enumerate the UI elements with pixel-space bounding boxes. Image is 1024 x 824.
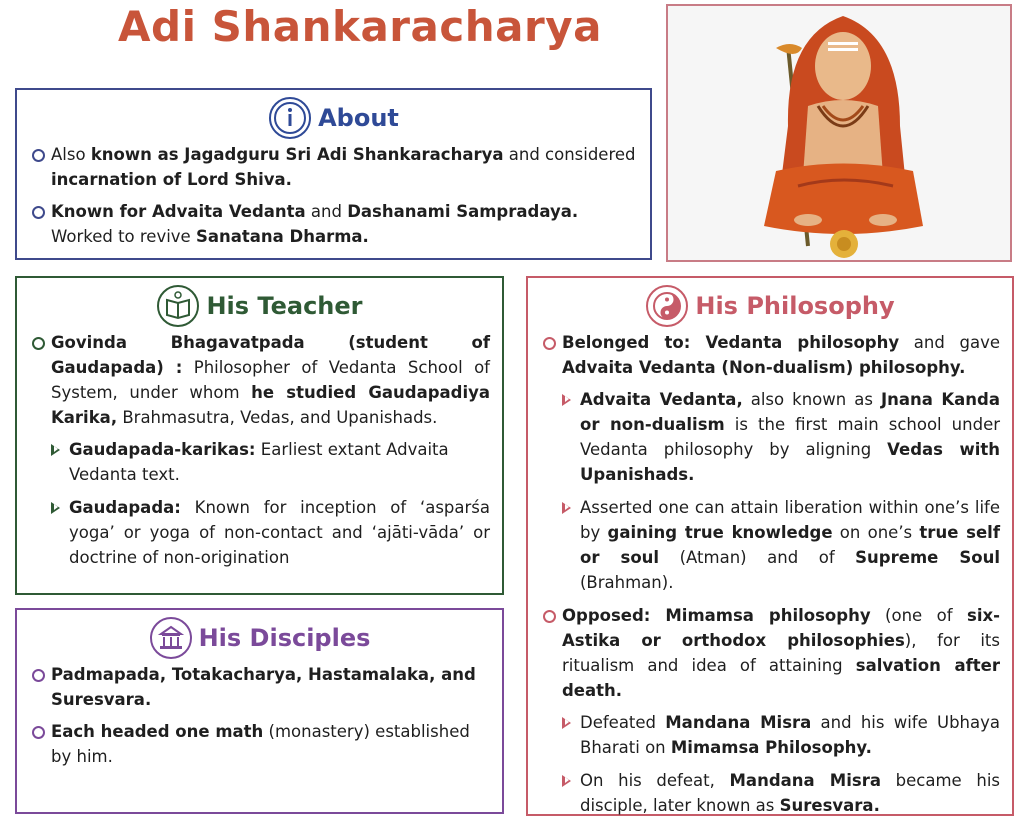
disciples-heading: His Disciples (198, 624, 371, 652)
text: on one’s (832, 523, 920, 542)
info-icon (268, 96, 312, 140)
bold-text: he studied Gaudapadiya Karika, (51, 383, 490, 427)
philosophy-section (526, 276, 1014, 816)
teacher-header (17, 282, 502, 330)
bold-text: incarnation of Lord Shiva. (51, 170, 292, 189)
text: Brahmasutra, Vedas, and Upanishads. (117, 408, 438, 427)
text: On his defeat, (580, 771, 730, 790)
about-heading: About (318, 104, 399, 132)
temple-icon (149, 616, 193, 660)
yin-yang-icon (645, 284, 689, 328)
disciples-header (17, 614, 502, 662)
bold-text: Opposed: Mimamsa philosophy (562, 606, 871, 625)
disciples-section (15, 608, 504, 814)
bold-text: Govinda Bhagavatpada (student of Gaudapada) : (51, 333, 490, 377)
bold-text: Dashanami Sampradaya. (347, 202, 579, 221)
about-item (31, 142, 638, 192)
bold-text: salvation after death. (562, 656, 1001, 700)
bold-text: Sanatana Dharma. (195, 227, 369, 246)
bold-text: Advaita Vedanta (Non-dualism) philosophy. (562, 358, 966, 377)
teacher-section (15, 276, 504, 595)
philosophy-sub-item (562, 387, 1000, 487)
text: and considered (503, 145, 636, 164)
text: (Atman) and of (659, 548, 856, 567)
bold-text: known as Jagadguru Sri Adi Shankaracharya (90, 145, 504, 164)
bold-text: Each headed one math (51, 722, 264, 741)
about-header (17, 94, 650, 142)
bold-text: Padmapada, Totakacharya, Hastamalaka, and Suresvara. (51, 665, 476, 709)
bold-text: Gaudapada: (69, 498, 181, 517)
bold-text: Vedas with Upanishads. (580, 440, 1000, 484)
text: and gave (899, 333, 1000, 352)
bold-text: true self or soul (580, 523, 1000, 567)
portrait-illustration (668, 6, 1012, 262)
bold-text: Supreme Soul (855, 548, 1000, 567)
philosophy-header (528, 282, 1012, 330)
text: Asserted one can attain liberation within one’s life by (580, 498, 1000, 542)
text: Known for inception of ‘asparśa yoga’ or yoga of non-contact and ‘ajāti-vāda’ or doctrine of non-origination (69, 498, 490, 567)
text: Earliest extant Advaita Vedanta text. (69, 440, 449, 484)
philosophy-main-item (542, 603, 1000, 703)
text: and (305, 202, 348, 221)
about-section (15, 88, 652, 260)
bold-text: Advaita Vedanta, (580, 390, 743, 409)
bold-text: Mimamsa Philosophy. (670, 738, 872, 757)
text: is the first main school under Vedanta philosophy by aligning (580, 415, 1001, 459)
bold-text: six-Astika or orthodox philosophies (562, 606, 1001, 650)
bold-text: Jnana Kanda or non-dualism (580, 390, 1001, 434)
bold-text: Mandana Misra (665, 713, 812, 732)
text: (one of (870, 606, 968, 625)
bold-text: Suresvara. (779, 796, 880, 815)
text: (Brahman). (580, 573, 674, 592)
philosophy-sub-item (562, 495, 1000, 595)
text: (monastery) established by him. (51, 722, 470, 766)
philosophy-main-item (542, 330, 1000, 380)
teacher-sub-item (51, 495, 490, 570)
text: Also (51, 145, 91, 164)
disciples-item (31, 719, 490, 769)
teacher-heading: His Teacher (206, 292, 363, 320)
philosophy-sub-item (562, 768, 1000, 818)
bold-text: Mandana Misra (729, 771, 881, 790)
book-icon (156, 284, 200, 328)
teacher-sub-item (51, 437, 490, 487)
bold-text: Belonged to: Vedanta philosophy (562, 333, 900, 352)
bold-text: Known for Advaita Vedanta (51, 202, 306, 221)
bold-text: gaining true knowledge (607, 523, 833, 542)
disciples-item (31, 662, 490, 712)
text: became his disciple, later known as (580, 771, 1000, 815)
sage-portrait (666, 4, 1012, 262)
teacher-main-item (31, 330, 490, 430)
page-title: Adi Shankaracharya (118, 2, 602, 51)
philosophy-sub-item (562, 710, 1000, 760)
about-item (31, 199, 638, 249)
text: and his wife Ubhaya Bharati on (580, 713, 1000, 757)
philosophy-heading: His Philosophy (695, 292, 895, 320)
text: Philosopher of Vedanta School of System, under whom (51, 358, 490, 402)
text: Defeated (580, 713, 666, 732)
text: also known as (742, 390, 881, 409)
text: Worked to revive (51, 227, 196, 246)
text: ), for its ritualism and idea of attaining (562, 631, 1000, 675)
bold-text: Gaudapada-karikas: (69, 440, 256, 459)
